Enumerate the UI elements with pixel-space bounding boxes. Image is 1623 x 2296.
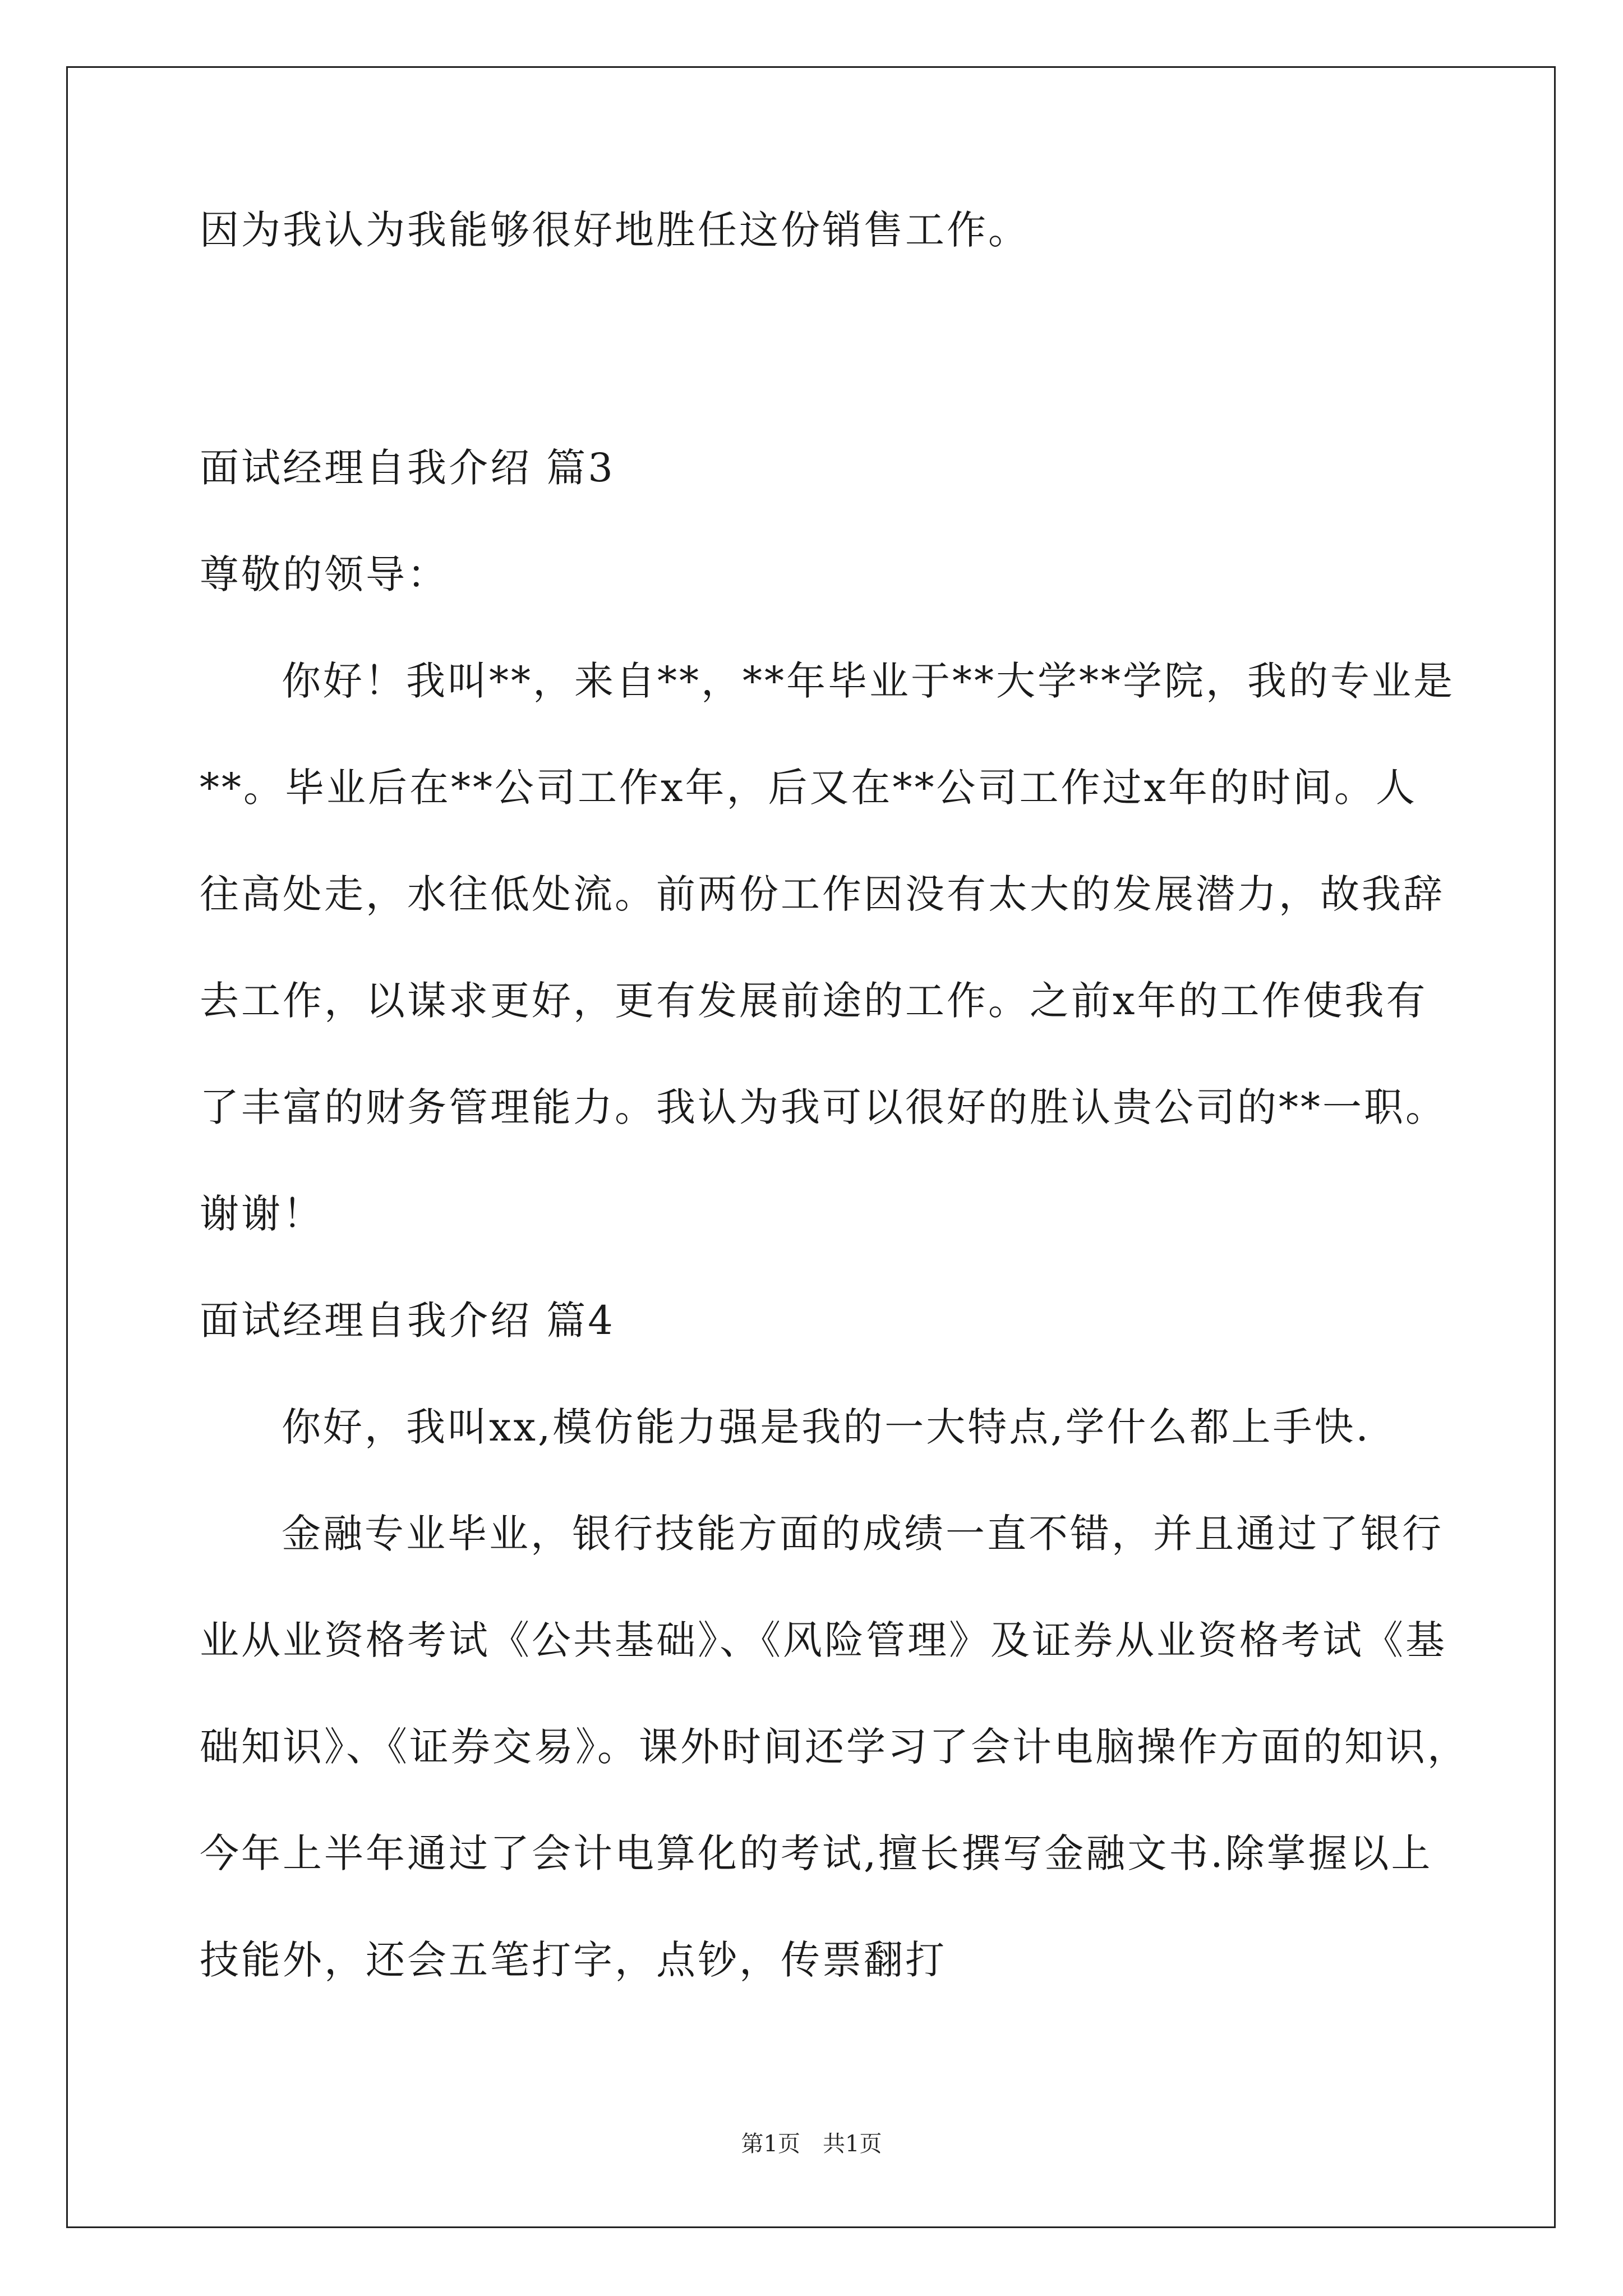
paragraph-line: 技能外，还会五笔打字，点钞，传票翻打: [200, 1937, 947, 1983]
paragraph-line: **。毕业后在**公司工作x年，后又在**公司工作过x年的时间。人: [200, 765, 1417, 811]
paragraph-line: 了丰富的财务管理能力。我认为我可以很好的胜认贵公司的**一职。: [200, 1084, 1447, 1130]
paragraph-line: 去工作，以谋求更好，更有发展前途的工作。之前x年的工作使我有: [200, 978, 1428, 1024]
paragraph-line: 础知识》、《证券交易》。课外时间还学习了会计电脑操作方面的知识，: [200, 1724, 1469, 1770]
closing-line: 谢谢！: [200, 1191, 324, 1237]
paragraph-line: 金融专业毕业，银行技能方面的成绩一直不错，并且通过了银行: [282, 1511, 1444, 1557]
salutation: 尊敬的领导：: [200, 551, 449, 597]
page-number-footer: 第1页 共1页: [741, 2131, 882, 2157]
section-heading: 面试经理自我介绍 篇4: [200, 1297, 615, 1343]
paragraph-line: 今年上半年通过了会计电算化的考试,擅长撰写金融文书.除掌握以上: [200, 1830, 1433, 1876]
paragraph-line: 你好！我叫**，来自**，**年毕业于**大学**学院，我的专业是: [282, 658, 1455, 704]
paragraph-line: 因为我认为我能够很好地胜任这份销售工作。: [200, 207, 1030, 253]
section-heading: 面试经理自我介绍 篇3: [200, 445, 615, 491]
paragraph-line: 业从业资格考试《公共基础》、《风险管理》及证券从业资格考试《基: [200, 1617, 1447, 1663]
page-border: [66, 66, 1556, 2228]
paragraph-line: 你好，我叫xx,模仿能力强是我的一大特点,学什么都上手快.: [282, 1404, 1371, 1450]
paragraph-line: 往高处走，水往低处流。前两份工作因没有太大的发展潜力，故我辞: [200, 871, 1445, 917]
